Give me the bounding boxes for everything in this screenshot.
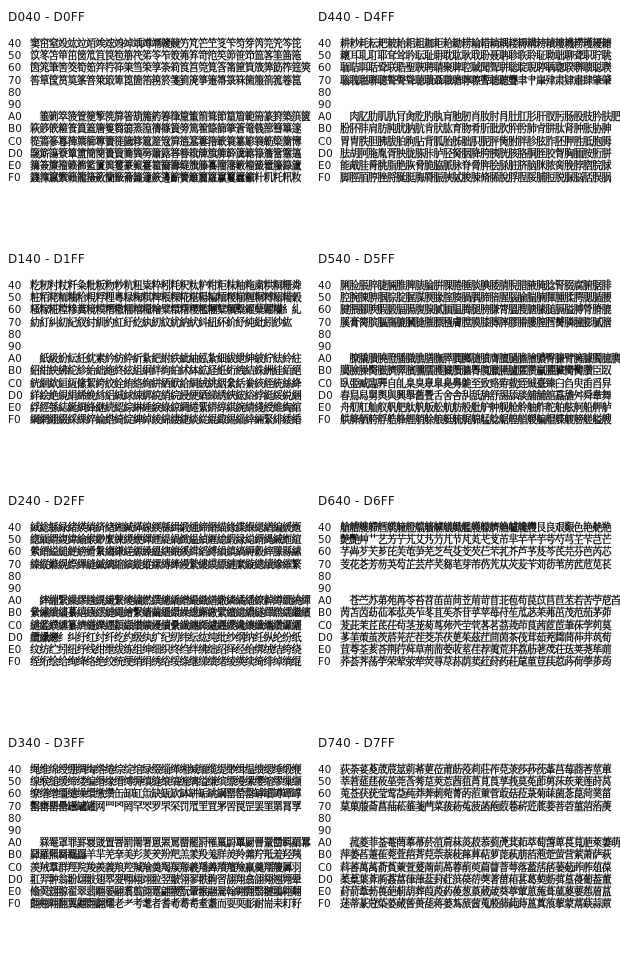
row-glyphs: 聬聭聮聯聰聱聲聳聴聵聶職聸聹聺聻聼聽聾聿肀肁肂肃肄肅肆肇肈 — [340, 73, 611, 87]
left-column — [8, 10, 311, 978]
row-glyphs: 翛翜翝翞翟翠翡翢翣翤翥翦翧翨翩翪翫翬翭翮翯翰翱翲翳翴翵翶翷 — [30, 884, 301, 898]
code-rows — [318, 521, 620, 669]
row-glyphs: 脷脸脹脺脻脼脽脾脿腀腁腂腃腄腅腆腇腈腉腊腋腌腍腎腏腐腑腒腓 — [340, 279, 611, 293]
row-code: A0 — [8, 595, 22, 608]
row-code: D0 — [318, 631, 333, 644]
row-code: 50 — [318, 776, 332, 789]
row-code: B0 — [8, 849, 22, 862]
row-glyphs: 糼糽糾糿紀紁紂紃約紅紆紇紈紉紋紌納紎紏紐紑紒紓純紕紖紗紘 — [30, 315, 292, 329]
row-glyphs: 篵篶篸篹篺篻篽篿簀簁簂簃簄簅簆簈簉簊簍簎簐簑簒簓簔簕簗簘簙 — [30, 134, 301, 148]
block-title: D540 - D5FF — [318, 252, 395, 266]
row-code: 60 — [318, 546, 332, 559]
row-code: C0 — [8, 377, 23, 390]
row-glyphs: 羄羅羆羇羈羉羊羋羌羍美羏羐羑羒羓羔羕羖羗羘羙羚羛羜羝羞羟羠 — [30, 848, 301, 862]
code-row — [8, 171, 301, 185]
row-code: 60 — [318, 788, 332, 801]
row-glyphs: 籺籾籿粀粁粂粃粄粅粆粇粈粊粋粌粍粎粏粐粓粔粖粙粚粛粠粡粣粦 — [30, 279, 301, 293]
code-row — [318, 329, 608, 341]
row-glyphs: 茤茥茦茧茨茩茪茫茬茭茮茯茰茱茲茳茴茵茶茷茸茹茺茻茼茽茾茿荀 — [340, 630, 611, 644]
row-code: D0 — [318, 389, 333, 402]
row-code: F0 — [8, 656, 21, 669]
row-code: 60 — [8, 788, 22, 801]
row-code: 50 — [318, 292, 332, 305]
row-code: F0 — [318, 656, 331, 669]
code-rows — [318, 37, 620, 185]
row-code: 70 — [318, 74, 332, 87]
code-row — [8, 799, 301, 813]
row-code: F0 — [318, 898, 331, 911]
row-glyphs: 繠繡繢繣繤繥繦繧繨繩繪繫繬繭繮繯繰繱繲繳繴繵繶繷繸繹繺繻繼繽 — [30, 606, 311, 620]
row-code: 80 — [318, 86, 332, 99]
code-block — [8, 494, 311, 736]
block-title: D740 - D7FF — [318, 736, 395, 750]
row-code: 80 — [318, 328, 332, 341]
code-row — [8, 329, 298, 341]
row-glyphs: 艙艚艛艜艝艞艟艠艡艢艣艤艥艦艧艨艩艪艫艬艭艮良艰艱色艳艴艵 — [340, 521, 611, 535]
code-row — [8, 87, 298, 99]
code-row — [318, 655, 611, 669]
row-code: C0 — [318, 377, 333, 390]
code-row — [318, 557, 611, 571]
row-glyphs: 繾繿纀纁纂纃纄纅纆纇纈纉纊纋續纍纎纏纐纑纒纓纔纕纖纗纘纙纚 — [30, 618, 301, 632]
row-code: 90 — [318, 583, 332, 596]
row-glyphs: 罧罨罩罪罫罬罭置罯罰罱署罳罴罵罶罷罸罹罺罻罼罽罾罿羀羁羂羃 — [30, 836, 311, 850]
row-glyphs: 缭缮缯缰缱缲缳缴缵缶缷缸缹缺缻缼缽缾缿罀罁罂罃罄罅罆罇罈罉 — [30, 787, 301, 801]
row-code: A0 — [318, 111, 332, 124]
row-code: D0 — [318, 873, 333, 886]
row-glyphs: 葤葥葦葧葨葩葪葫葬葭葮葯葰葱葲葳葴葵葶葷葸葹葺葻葼葽葾葿蒀 — [340, 884, 611, 898]
code-row — [8, 413, 301, 427]
row-glyphs: 萪萫萬萭萮萯萰萱萲萳萴萵萶萷萸萹萺萻萼落萾萿葀葁葂葃葄葅葆 — [340, 860, 611, 874]
row-glyphs: 菒菓菔菕菖菗菘菙菚菛菜菝菞菟菠菡菢菣菤菥菦菧菨菩菪菫菬菭菮 — [340, 799, 611, 813]
row-code: 40 — [8, 38, 22, 51]
row-code: E0 — [8, 885, 22, 898]
row-glyphs: 膎膏膐膑膒膓膔膕膖膗膘膙膚膛膜膝膞膟膠膡膢膣膤膥膦膧膨膩膪 — [340, 315, 611, 329]
row-code: 60 — [8, 62, 22, 75]
row-code: F0 — [8, 898, 21, 911]
code-row — [318, 171, 611, 185]
code-block — [318, 252, 620, 494]
code-row — [318, 315, 611, 329]
row-glyphs: 臈臉臊臋臌臍臎臏臐臑臒臓臔臕臖臗臘臙臚臛臜臝臞臟臠臡臢臣臤 — [340, 364, 611, 378]
row-code: 40 — [318, 764, 332, 777]
row-glyphs: 紙級紛紜紝紞素紟紡紣紤紥紦紨紩紪紬紭紮細紱紲紳紴紵紶紷紸 — [30, 352, 301, 366]
row-code: 80 — [8, 328, 22, 341]
row-glyphs: 葇葈葉葊葋葌葍葎葏葐葑葒葓葔葕葖著葘葙葚葛葜葝葞葟葠葡葢董 — [340, 872, 611, 886]
row-code: E0 — [318, 885, 332, 898]
row-glyphs: 胠胡胢胣胤胥胦胧胨胩胪胫胬胭胮胯胰胱胲胳胴胵胶胷胸胹胺胻胼 — [340, 146, 611, 160]
row-code: D0 — [318, 147, 333, 160]
row-glyphs: 糔糘糚糛糝糞糡糢糣糤糥糦糧糩糪糫糬糭糮糰糱糲糳糴糵糶糷糹糺 — [30, 303, 301, 317]
row-glyphs: 荞荟荠荡荢荣荤荥荦荧荨荩荪荫荬荭荮药荰荱荲荳荴荵荶荷荸荹荺 — [340, 655, 611, 669]
row-code: 70 — [8, 74, 22, 87]
row-glyphs: 缐缑缒缓缔缕编缗缘缙缚缛缜缝缞缟缠缡缢缣缤缥缦缧缨缩缪缫缬 — [30, 775, 301, 789]
code-row — [318, 813, 608, 825]
row-code: 90 — [8, 99, 22, 112]
code-rows — [318, 763, 620, 911]
code-row — [318, 799, 611, 813]
row-glyphs: 羾羿翀翁翂翃翄翅翆翇翈翉翊翋翌翍翎翏翐翑習翓翔翕翖翗翘翙翚 — [30, 872, 301, 886]
row-code: 70 — [318, 800, 332, 813]
row-code: 70 — [8, 558, 22, 571]
row-glyphs: 縥縦縧縨縩縪縫縬縭縮縯縰縱縲縳縴縵縶縷縸縹縺縻縼總績縿繀繁 — [30, 557, 301, 571]
row-code: E0 — [318, 643, 332, 656]
block-title: D040 - D0FF — [8, 10, 85, 24]
code-block — [8, 10, 311, 252]
row-glyphs: 茇茈茉茊茋茌茍茎茏茐茑茒茓茔茕茖茗茘茙茚茛茜茝茞茟茠茡茢茣 — [340, 618, 611, 632]
row-glyphs: 舟舠舡舢舣舤舥舦舧舨舩航舫般舭舮舯舰舱舲舳舴舵舶舷舸船舺舻 — [340, 400, 611, 414]
row-code: F0 — [8, 172, 21, 185]
row-code: 50 — [318, 534, 332, 547]
code-block — [318, 10, 620, 252]
row-code: D0 — [8, 147, 23, 160]
row-glyphs: 緫緬緭緮緯緰緱緲緳練緵緶緷緸緹緺緻緼緽緾緿縀縁縂縃縄縅縆縇 — [30, 533, 301, 547]
row-code: 70 — [8, 316, 22, 329]
row-code: 80 — [318, 812, 332, 825]
row-code: E0 — [318, 401, 332, 414]
row-code: C0 — [8, 861, 23, 874]
code-row — [318, 897, 611, 911]
row-code: 90 — [8, 825, 22, 838]
code-block — [8, 736, 311, 978]
row-glyphs: 荁荂荃荄荅荆荇荈草荊荋荌荍荎荏荐荑荒荓荔荕荖荗荘荙荚荛荜荝 — [340, 642, 611, 656]
row-code: 50 — [8, 292, 22, 305]
row-glyphs: 能胾胿脀脁脂脃脄脅脆脇脈脉脊脋脌脍脎脏脐脑脒脓脔脕脖脗脘脙 — [340, 158, 611, 172]
code-row — [318, 413, 611, 427]
row-glyphs: 芓芔芕芖芗芘芙芚芛芜芝芞芟芠芡芢芣芤芥芦芧芨芩芪芫芬芭芮芯 — [340, 545, 611, 559]
row-code: 40 — [318, 522, 332, 535]
row-code: 80 — [318, 570, 332, 583]
row-code: 50 — [8, 50, 22, 63]
row-code: C0 — [318, 135, 333, 148]
row-glyphs: 罊罋罌罍罎罏罐网罒罓罔罕罖罗罘罙罚罛罜罝罞罟罠罡罢罣罤罥罦 — [30, 799, 301, 813]
row-glyphs: 舼舽舾舿艀艁艂艃艄艅艆艇艈艉艊艋艌艍艎艏艐艑艒艓艔艕艖艗艘 — [340, 413, 611, 427]
code-row — [318, 73, 611, 87]
block-title: D340 - D3FF — [8, 736, 85, 750]
row-code: 70 — [8, 800, 22, 813]
row-code: C0 — [8, 619, 23, 632]
code-row — [8, 655, 301, 669]
row-glyphs: 绳维绵绶绷绸绹绺绻综绽绾绿缀缁缂缃缄缅缆缇缈缉缊缋缌缍缎缏 — [30, 763, 301, 777]
row-code: B0 — [318, 123, 332, 136]
row-glyphs: 莵莶获莸莹莺莻莼莽莾莿菀菁菂菃菄菅菆菇菈菉菊菋菌菍菎菏菐菑 — [340, 787, 611, 801]
block-title: D140 - D1FF — [8, 252, 85, 266]
row-code: E0 — [8, 159, 22, 172]
row-code: 40 — [8, 280, 22, 293]
row-code: 60 — [318, 62, 332, 75]
code-row — [8, 571, 298, 583]
row-glyphs: 縈縉縊縋縌縍縎縏縐縑縒縓縔縕縖縗縘縙縚縛縜縝縞縟縠縡縢縣縤 — [30, 545, 301, 559]
row-code: F0 — [8, 414, 21, 427]
row-glyphs: 舂舃舄舅舆與興舉舊舋舌舍舎舏舐舑舒舓舔舕舖舗舘舙舚舛舜舝舞 — [340, 388, 611, 402]
code-rows — [8, 37, 311, 185]
row-code: D0 — [8, 389, 23, 402]
row-glyphs: 綒經綔綕綖綗綘継続綛綜綝綞綟綠綡綢綣綤綥綧綨綩綪綫綬維綯綰 — [30, 400, 301, 414]
row-glyphs: 苪苫苬苭苮苯苰英苲苳苴苵苶苷苸苹苺苻苼苽苾苿茀茁茂范茄茅茆 — [340, 606, 611, 620]
row-glyphs: 耲耳耴耵耶耷耸耹耺耻耼耽耾耿聀聁聂聃聄聅聆聇聈聉聊聋职聍聎 — [340, 49, 611, 63]
code-rows — [8, 279, 301, 427]
row-code: 90 — [8, 341, 22, 354]
row-code: 40 — [318, 280, 332, 293]
row-glyphs: 粧粨粩粫粬粭粯粰粴粵粶粷粸粺粻粿糀糂糃糄糆糉糋糎糏糐糑糒糓 — [30, 291, 301, 305]
row-code: A0 — [318, 353, 332, 366]
row-code: 90 — [8, 583, 22, 596]
row-glyphs: 艶艷艸艹艺艻艼艽艾艿芀芁节芃芄芅芆芇芈芉芊芋芌芍芎芏芐芑芒 — [340, 533, 611, 547]
row-glyphs: 肦肧肨肩肪肫肬肭肮肯肰肱育肳肴肵肶肷肸肹肺肻肼肽肾肿胀胁胂 — [340, 122, 611, 136]
row-glyphs: 筶筸筺筼筽筿箁箂箃箄箆箇箈箉箊箋箌箎箏箑箒箓箖箘箙箚箛箞箟 — [30, 73, 301, 87]
row-glyphs: 緎総緐緑緒緓緔緕緖緗緘緙線緛緜緝緞緟締緡緢緣緤緥緦緧編緩緪 — [30, 521, 301, 535]
row-code: 80 — [8, 812, 22, 825]
row-code: 60 — [8, 546, 22, 559]
row-glyphs: 羡羢羣群羥羦羧羨義羪羫羬羭羮羯羰羱羲羳羴羵羶羷羸羹羺羻羼羽 — [30, 860, 301, 874]
row-glyphs: 筃筄筆筈筊筍筎筓筕筗筙筜筞筟筡筣筤筥筦筧筨筩筪筫筬筭筯筰筳筴 — [30, 61, 311, 75]
code-block — [318, 494, 620, 736]
row-code: 70 — [318, 558, 332, 571]
row-code: 40 — [8, 764, 22, 777]
code-row — [8, 317, 298, 329]
code-rows — [8, 763, 311, 911]
row-code: 90 — [318, 341, 332, 354]
row-code: 60 — [8, 304, 22, 317]
row-glyphs: 聏聐聑聒聓联聕聖聗聘聙聚聛聜聝聞聟聠聡聢聣聤聥聦聧聨聩聪聫 — [340, 61, 611, 75]
row-code: E0 — [318, 159, 332, 172]
row-code: C0 — [8, 135, 23, 148]
row-code: A0 — [318, 595, 332, 608]
row-code: A0 — [8, 111, 22, 124]
block-title: D440 - D4FF — [318, 10, 395, 24]
row-code: 40 — [318, 38, 332, 51]
row-code: 70 — [318, 316, 332, 329]
code-rows — [318, 279, 620, 427]
row-code: A0 — [318, 837, 332, 850]
row-glyphs: 耕耖耗耘耙耚耛耜耝耞耟耠耡耢耣耤耥耦耧耨耩耪耫耬耭耮耯耰耱 — [340, 37, 611, 51]
row-glyphs: 胃胄胅胆胇胈胉胊胋背胍胎胏胐胑胒胓胔胕胖胗胘胙胚胛胜胝胞胟 — [340, 134, 611, 148]
row-code: B0 — [8, 607, 22, 620]
row-glyphs: 莘莙莚莛莜莝莞莟莠莡莢莣莤莥莦莧莨莩莪莫莬莭莮莯莰莱莲莳莴 — [340, 775, 611, 789]
row-glyphs: 繂繃繄繅繆繈繉繊繋繌繍繎繏繐繑繒繓織繕繖繗繘繙繚繛繜繝繞繟 — [30, 594, 311, 608]
row-glyphs: 苍苎苏苐苑苒苓苔苕苖苗苘苙苚苛苜苝苞苟苠苡苢苣苤若苦苧苨苩 — [340, 594, 620, 608]
right-column — [318, 10, 620, 978]
row-glyphs: 腱腲腳腴腵腶腷腸腹腺腻腼腽腾腿膀膁膂膃膄膅膆膇膈膉膊膋膌膍 — [340, 303, 611, 317]
row-glyphs: 绖绗绘给绚绛络绝绞统绠绡绢绣绤绥绦继绨绩绪绫绬续绮绯绰绱绲 — [30, 655, 301, 669]
row-code: E0 — [8, 643, 22, 656]
code-block — [8, 252, 301, 494]
row-code: 90 — [318, 99, 332, 112]
row-code: 90 — [318, 825, 332, 838]
row-code: 40 — [8, 522, 22, 535]
row-code: A0 — [8, 353, 22, 366]
row-code: D0 — [8, 873, 23, 886]
code-row — [8, 897, 301, 911]
row-code: 50 — [8, 776, 22, 789]
row-code: E0 — [8, 401, 22, 414]
row-code: B0 — [318, 849, 332, 862]
row-code: B0 — [8, 365, 22, 378]
row-code: F0 — [318, 414, 331, 427]
row-glyphs: 腔腕腖腗腘腙腚腛腜腝腞腟腠腡腢腣腤腥腦腧腨腩腪腫腬腭腮腯腰 — [340, 291, 611, 305]
row-code: B0 — [318, 607, 332, 620]
block-title: D640 - D6FF — [318, 494, 395, 508]
row-code: B0 — [8, 123, 22, 136]
code-rows — [8, 521, 311, 669]
code-block — [318, 736, 620, 978]
row-glyphs: 絖絗絘絙絚絛絜絝絞絟絠絡絢絣絤絥給絧絨絩絪絫絬絭絯絰統絲絳 — [30, 376, 301, 390]
code-row — [8, 557, 301, 571]
row-glyphs: 蒁蒂蒃蒄蒅蒆蒇蒈蒉蒊蒋蒌蒍蒎蒏蒐蒑蒒蒓蒔蒕蒖蒗蒘蒙蒚蒛蒜蒝 — [340, 897, 611, 911]
row-code: C0 — [318, 861, 333, 874]
row-glyphs: 纹纺纻纼纽纾线绀绁绂练组绅细织终绉绊绋绌绍绎经绐绑绒结绔绕 — [30, 642, 301, 656]
row-glyphs: 籛籜籝籞籟籠籡籢籣籤籥籦籧籨籩籪籫籬籭籮籯籰籱籲籵籶籷籸籹 — [30, 171, 301, 185]
row-glyphs: 肉肊肋肌肍肎肏肐肑肒肓肔肕肖肗肘肙肚肛肜肝肞肟肠股肢肣肤肥 — [340, 110, 620, 124]
row-glyphs: 翸翹翺翻翼翽翾翿耀老耂考耄者耆耇耈耉耊耋而耍耎耏耐耑耒耓耔 — [30, 897, 301, 911]
row-code: 50 — [8, 534, 22, 547]
code-row — [8, 73, 301, 87]
row-code: F0 — [318, 172, 331, 185]
row-glyphs: 芰花芲芳芴芵芶芷芸芹芺芻芼芽芾芿苀苁苂苃苄苅苆苇苈苉苊苋苌 — [340, 557, 611, 571]
code-row — [318, 571, 608, 583]
row-glyphs: 窦窋窒竐竑竝竡竢竤竧竨竬竴竵竷竸竻竼笀笁笅笇笉笌笍笎笐笒笓 — [30, 37, 301, 51]
row-glyphs: 膫膬膭膮膯膰膱膲膳膴膵膶膷膸膹膺膻膼膽膾膿臀臁臂臃臄臅臆臇 — [340, 352, 620, 366]
row-glyphs: 笖笗笘笚笜笝笟笡笢笣笧笩笫笭笮笯笰笲笴笵笶笷笹笻笽笿筀筁筂 — [30, 49, 301, 63]
row-code: 80 — [8, 86, 22, 99]
row-glyphs: 絴絵絶絸絹絺絻絼絽絾絿綀綁綂綃綄綅綆綇綈綉綊綋綌綍綎綏綐綑 — [30, 388, 301, 402]
row-code: A0 — [8, 837, 22, 850]
row-code: D0 — [8, 631, 23, 644]
row-code: B0 — [318, 365, 332, 378]
row-glyphs: 荻荼荽荾荿莀莁莂莃莄莅莆莇莈莉莊莋莌莍莎莏莐莑莒莓莔莕莖莗 — [340, 763, 611, 777]
row-glyphs: 脚脛脜脝脞脟脠脡脢脣脤脥脦脧脨脩脪脫脬脭脮脯脰脱脲脳脴脵脶 — [340, 171, 611, 185]
row-glyphs: 箠箣箤箥箮箯箰箲箳箵箶箷箹箺箻箼箽箾箿節篂篃範篅篆篈築篊篋 — [30, 110, 311, 124]
row-glyphs: 纜纝纞纟纠纡红纣纤纥约级纨纩纪纫纬纭纮纯纰纱纲纳纴纵纶纷纸 — [30, 630, 301, 644]
row-glyphs: 簼簽簾籀籁籂籃籄籅籆籇籈籉籊籋籌籎籏籐籑籒籓籔籕籖籗籘籙籚 — [30, 158, 301, 172]
row-glyphs: 萍萎萏萐萑萒萓萔萕萖萗萘萙萚萛萜萝萞萟萠萡萢萣萤营萦萧萨萩 — [340, 848, 611, 862]
row-code: C0 — [318, 619, 333, 632]
row-code: 80 — [8, 570, 22, 583]
row-glyphs: 篍篎篏篐篒篔篕篖篗篘篛篜篞篟篠篢篣篤篧篨篩篫篬篭篯篰篲篳篴 — [30, 122, 301, 136]
row-code: 50 — [318, 50, 332, 63]
row-glyphs: 臥臦臧臨臩自臫臬臭臮臯臰臱臲至致臵臶臷臸臹臺臻臼臽臾臿舀舁 — [340, 376, 611, 390]
row-glyphs: 簚簛簜簝簞簠簡簢簣簤簥簨簩簫簬簭簮簯簰簱簲簳簴簵簶簷簹簺簻 — [30, 146, 301, 160]
row-glyphs: 紹紺紻紼紽紾紿絀絁終絃組絅絆絇絈絉絊絋経絍絎絏結絑絒絓絔絕 — [30, 364, 301, 378]
row-glyphs: 綱網綳綴綵綶綷綸綹綺綻綼綽綾綿緀緁緂緃緄緅緆緇緈緉緊緋緌緍 — [30, 413, 301, 427]
row-glyphs: 菰菱菲菳菴菵菶菷菸菹菺菻菼菽菾菿萀萁萂萃萄萅萆萇萈萉萊萋萌 — [340, 836, 620, 850]
code-row — [8, 813, 298, 825]
code-row — [318, 87, 608, 99]
block-title: D240 - D2FF — [8, 494, 85, 508]
row-code: 60 — [318, 304, 332, 317]
